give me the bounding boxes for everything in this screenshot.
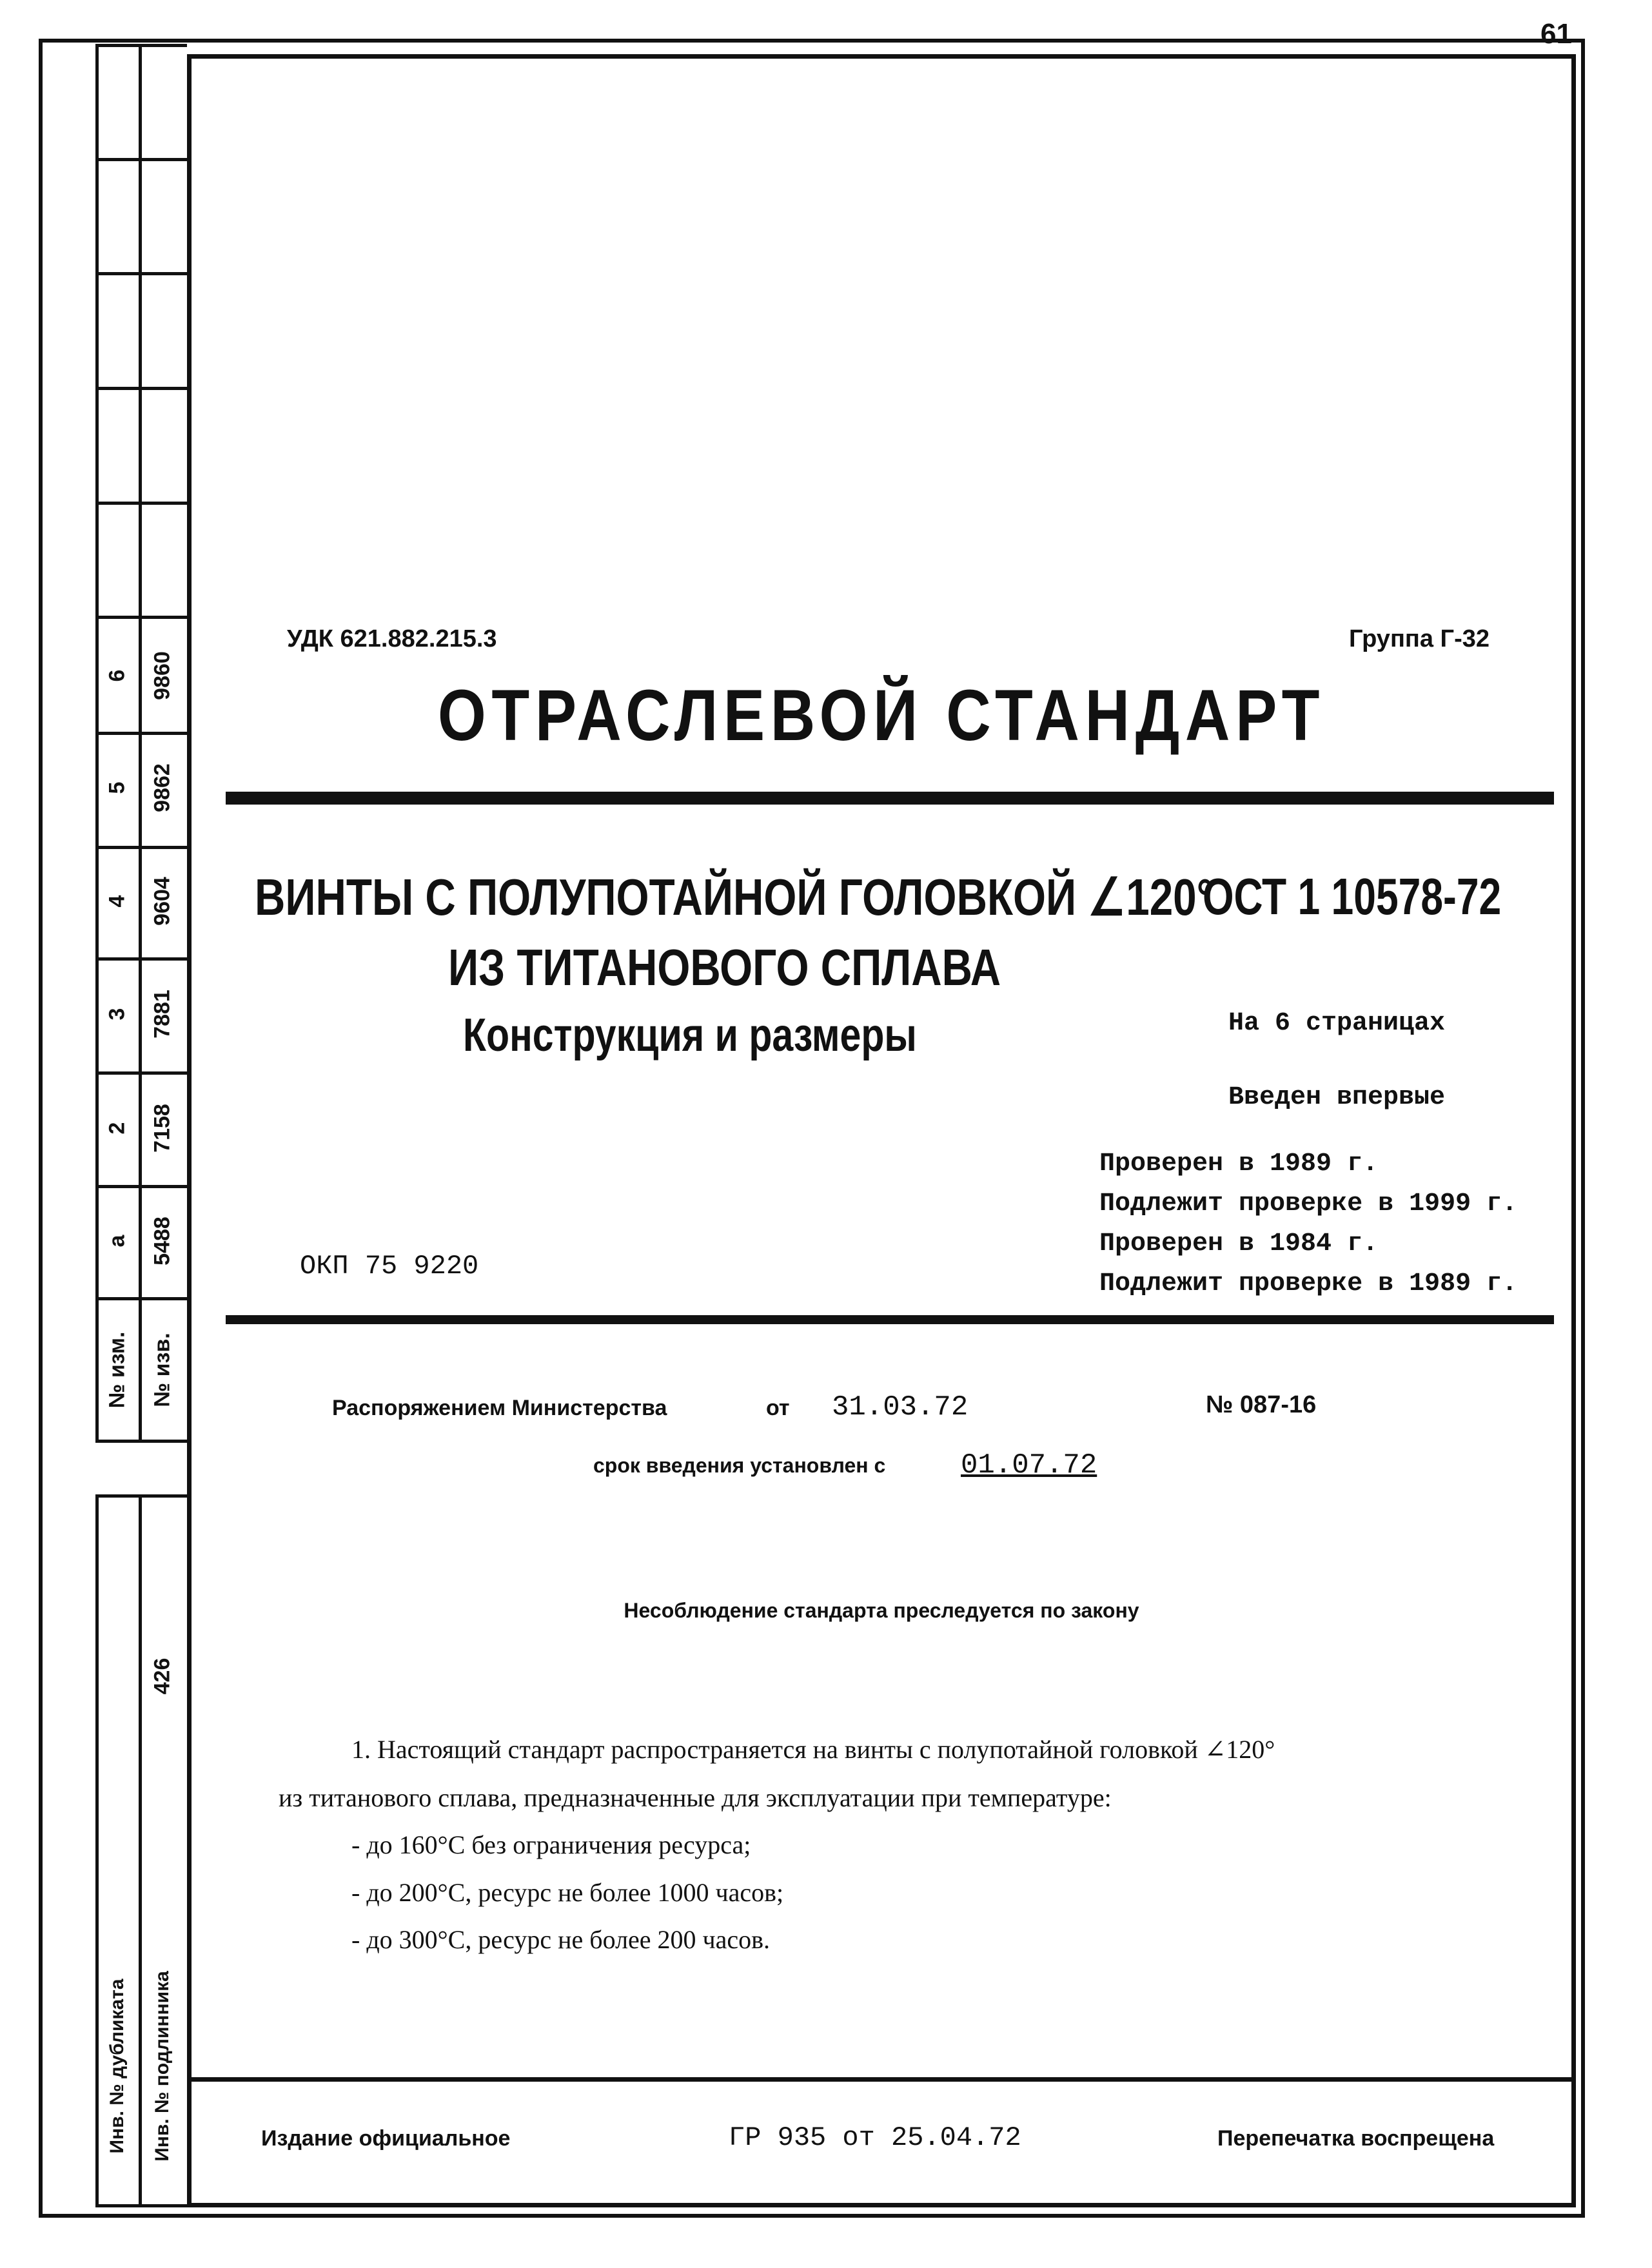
check-line: Проверен в 1984 г. [1099,1229,1379,1258]
title-rule [226,792,1554,805]
margin-duplicate-inventory: Инв. № дубликата [106,1979,128,2154]
page-number: 61 [1540,18,1572,50]
group-code: Группа Г-32 [1349,625,1490,652]
margin-cell-value: 7881 [150,990,175,1039]
margin-row-line [95,732,187,735]
margin-original-inventory: Инв. № подлинника [152,1971,173,2162]
pages-note: На 6 страницах [1228,1009,1446,1038]
margin-row-line [95,158,187,161]
check-line: Проверен в 1989 г. [1099,1149,1379,1178]
margin-cell-value: 9860 [150,651,175,700]
footer-official-edition: Издание официальное [261,2126,511,2151]
standard-designation: ОСТ 1 10578-72 [1203,868,1502,925]
subject-line-3: Конструкция и размеры [463,1010,917,1061]
margin-header-notice-number: № изв. [150,1333,175,1407]
udk-code: УДК 621.882.215.3 [287,625,497,652]
margin-cell-label: 6 [104,669,130,682]
paragraph-1-line-1: 1. Настоящий стандарт распространяется на винты с полупотайной головкой ∠120° [351,1735,1275,1764]
document-title: ОТРАСЛЕВОЙ СТАНДАРТ [437,675,1326,756]
paragraph-1-line-2: из титанового сплава, предназначенные для эксплуатации при температуре: [279,1783,1112,1812]
decree-number: № 087-16 [1206,1391,1317,1418]
subject-line-2: ИЗ ТИТАНОВОГО СПЛАВА [448,939,1001,996]
margin-header-change-number: № изм. [104,1331,130,1409]
margin-cell-value: 5488 [150,1217,175,1266]
margin-cell-label: 3 [104,1008,130,1021]
decree-from-label: от [766,1396,790,1420]
margin-cell-label: 4 [104,895,130,908]
margin-row-line [95,1297,187,1300]
legal-warning: Несоблюдение стандарта преследуется по закону [624,1599,1139,1622]
margin-row-line [95,1185,187,1188]
margin-cell-label: 2 [104,1122,130,1135]
margin-cell-label: а [104,1235,130,1247]
margin-table-divider [139,44,142,1443]
margin-table-divider [139,1494,142,2207]
margin-lower-value: 426 [150,1657,175,1695]
margin-row-line [95,502,187,505]
section-rule [226,1315,1554,1324]
introduced-note: Введен впервые [1228,1083,1446,1112]
decree-text: Распоряжением Министерства [332,1396,667,1420]
margin-row-line [95,387,187,390]
effective-date: 01.07.72 [961,1449,1097,1481]
margin-cell-value: 9862 [150,763,175,812]
margin-cell-value: 7158 [150,1104,175,1153]
margin-cell-value: 9604 [150,877,175,926]
temperature-item: - до 160°С без ограничения ресурса; [351,1830,751,1859]
decree-date: 31.03.72 [832,1391,969,1423]
margin-cell-label: 5 [104,781,130,794]
temperature-item: - до 300°С, ресурс не более 200 часов. [351,1925,771,1954]
check-line: Подлежит проверке в 1989 г. [1099,1269,1518,1298]
margin-row-line [95,1071,187,1075]
footer-reprint-prohibited: Перепечатка воспрещена [1217,2126,1495,2151]
margin-row-line [95,272,187,275]
footer-registration: ГР 935 от 25.04.72 [729,2122,1021,2153]
margin-row-line [95,957,187,961]
subject-line-1: ВИНТЫ С ПОЛУПОТАЙНОЙ ГОЛОВКОЙ ∠120° [255,868,1214,926]
footer-divider [187,2077,1576,2082]
margin-row-line [95,616,187,619]
check-line: Подлежит проверке в 1999 г. [1099,1189,1518,1218]
okp-code: ОКП 75 9220 [300,1251,479,1282]
effective-label: срок введения установлен с [593,1454,886,1477]
margin-row-line [95,846,187,849]
temperature-item: - до 200°С, ресурс не более 1000 часов; [351,1878,784,1907]
